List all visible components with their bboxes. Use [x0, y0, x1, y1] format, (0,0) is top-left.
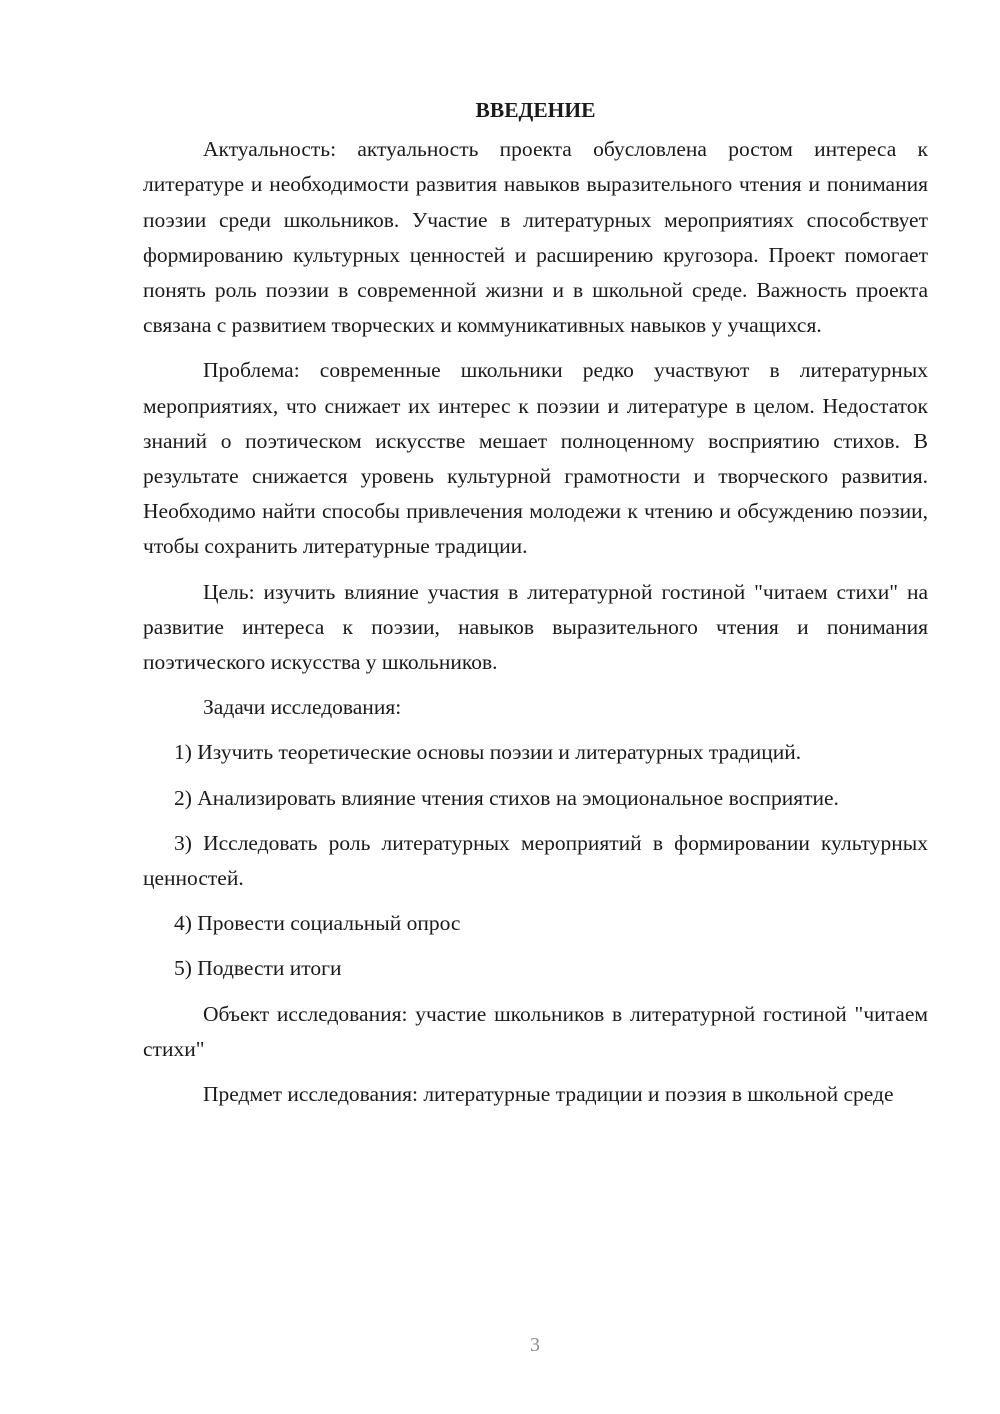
page-heading: ВВЕДЕНИЕ: [475, 98, 596, 122]
document-page: [143, 93, 928, 1122]
relevance-paragraph: Актуальность: актуальность проекта обусловлена ростом интереса к литературе и необходимости развития навыков выразительного чтения и понимания поэзии среди школьников. Участие в литературных мероприятиях способствует формированию культурных ценностей и расширению кругозора. Проект помогает понять роль поэзии в современной жизни и в школьной среде. Важность проекта связана с развитием творческих и коммуникативных навыков у учащихся.: [143, 137, 928, 338]
problem-paragraph: Проблема: современные школьники редко участвуют в литературных мероприятиях, что снижает их интерес к поэзии и литературе в целом. Недостаток знаний о поэтическом искусстве мешает полноценному восприятию стихов. В результате снижается уровень культурной грамотности и творческого развития. Необходимо найти способы привлечения молодежи к чтению и обсуждению поэзии, чтобы сохранить литературные традиции.: [143, 358, 928, 559]
tasks-heading: Задачи исследования:: [203, 695, 402, 720]
task-item-1: 1) Изучить теоретические основы поэзии и литературных традиций.: [174, 740, 802, 765]
research-subject-paragraph: Предмет исследования: литературные традиции и поэзия в школьной среде: [203, 1082, 894, 1107]
task-item-2: 2) Анализировать влияние чтения стихов на эмоциональное восприятие.: [174, 785, 839, 810]
page-number: 3: [530, 1334, 540, 1356]
goal-paragraph: Цель: изучить влияние участия в литературной гостиной "читаем стихи" на развитие интереса к поэзии, навыков выразительного чтения и понимания поэтического искусства у школьников.: [143, 579, 928, 675]
research-object-paragraph: Объект исследования: участие школьников в литературной гостиной "читаем стихи": [143, 1001, 928, 1061]
task-item-4: 4) Провести социальный опрос: [174, 911, 461, 936]
task-item-5: 5) Подвести итоги: [174, 956, 342, 981]
task-item-3: 3) Исследовать роль литературных мероприятий в формировании культурных ценностей.: [143, 830, 928, 891]
